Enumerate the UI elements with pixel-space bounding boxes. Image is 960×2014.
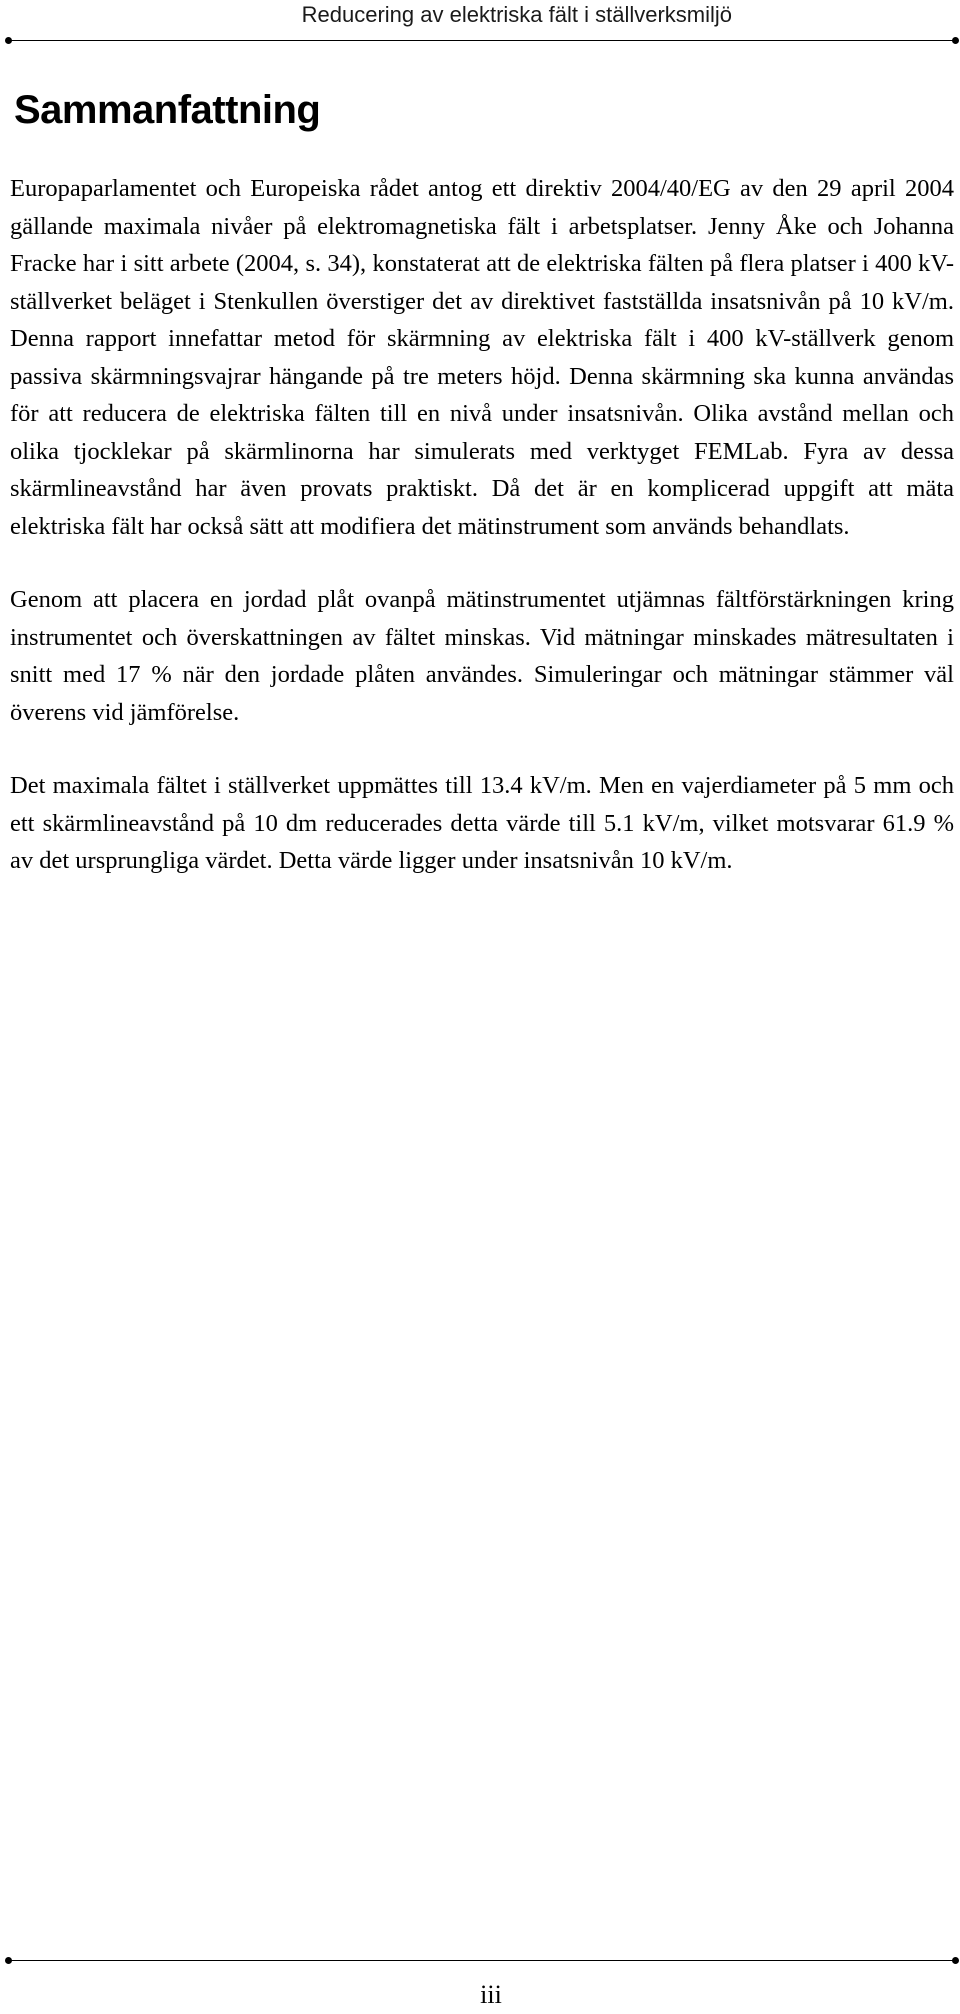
running-header [0,0,960,36]
footer-rule-left-dot [5,1957,12,1964]
header-rule-right-dot [952,37,959,44]
section-heading: Sammanfattning [14,88,321,132]
page-number: iii [480,1980,502,2009]
footer-rule-right-dot [952,1957,959,1964]
header-rule-left-dot [5,37,12,44]
footer-rule [8,1960,956,1961]
paragraph-1: Europaparlamentet och Europeiska rådet antog ett direktiv 2004/40/EG av den 29 april 2004 gällande maximala nivåer på elektromagnetiska fält i arbetsplatser. Jenny Åke och Johanna Fracke har i sitt arbete (2004, s. 34), konstaterat att de elektriska fälten på flera platser i 400 kV-ställverket beläget i Stenkullen överstiger det av direktivet fastställda insatsnivån på 10 kV/m. Denna rapport innefattar metod för skärmning av elektriska fält i 400 kV-ställverk genom passiva skärmningsvajrar hängande på tre meters höjd. Denna skärmning ska kunna användas för att reducera de elektriska fälten till en nivå under insatsnivån. Olika avstånd mellan och olika tjocklekar på skärmlinorna har simulerats med verktyget FEMLab. Fyra av dessa skärmlineavstånd har även provats praktiskt. Då det är en komplicerad uppgift att mäta elektriska fält har också sätt att modifiera det mätinstrument som används behandlats. [10,175,954,540]
header-rule [8,40,956,41]
running-header-title: Reducering av elektriska fält i ställverksmiljö [301,2,732,27]
summary-body [10,170,954,916]
paragraph-2: Genom att placera en jordad plåt ovanpå mätinstrumentet utjämnas fältförstärkningen kring instrumentet och överskattningen av fältet minskas. Vid mätningar minskades mätresultaten i snitt med 17 % när den jordade plåten användes. Simuleringar och mätningar stämmer väl överens vid jämförelse. [10,586,954,726]
paragraph-3: Det maximala fältet i ställverket uppmättes till 13.4 kV/m. Men en vajerdiameter på 5 mm och ett skärmlineavstånd på 10 dm reducerades detta värde till 5.1 kV/m, vilket motsvarar 61.9 % av det ursprungliga värdet. Detta värde ligger under insatsnivån 10 kV/m. [10,772,954,874]
